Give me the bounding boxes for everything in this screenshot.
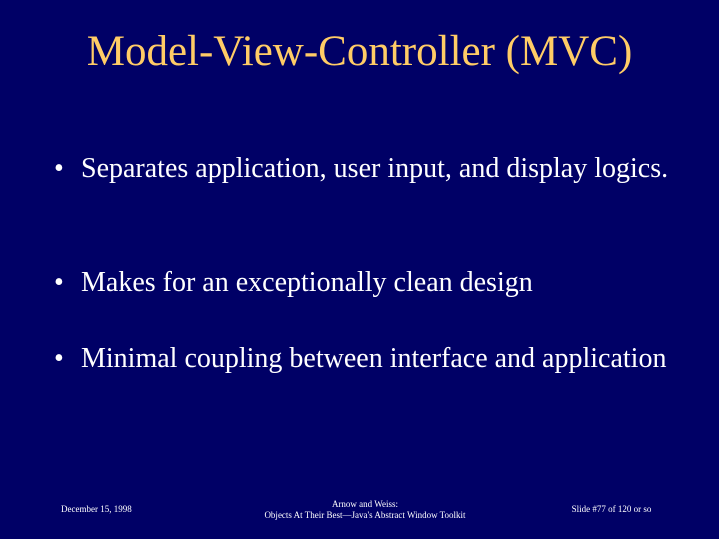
bullet-marker: •: [54, 343, 64, 374]
bullet-marker: •: [54, 153, 64, 184]
bullet-text: Separates application, user input, and display logics.: [81, 153, 669, 184]
footer-date: December 15, 1998: [61, 504, 132, 514]
slide-number: Slide #77 of 120 or so: [571, 504, 652, 514]
slide-title: Model-View-Controller (MVC): [86, 28, 633, 75]
footer-course-title: Objects At Their Best—Java's Abstract Window Toolkit: [264, 510, 466, 520]
footer-source: [200, 499, 530, 521]
bullet-text: Minimal coupling between interface and application: [81, 343, 667, 374]
bullet-marker: •: [54, 267, 64, 298]
bullet-text: Makes for an exceptionally clean design: [81, 267, 533, 298]
footer-authors: Arnow and Weiss:: [331, 499, 399, 509]
